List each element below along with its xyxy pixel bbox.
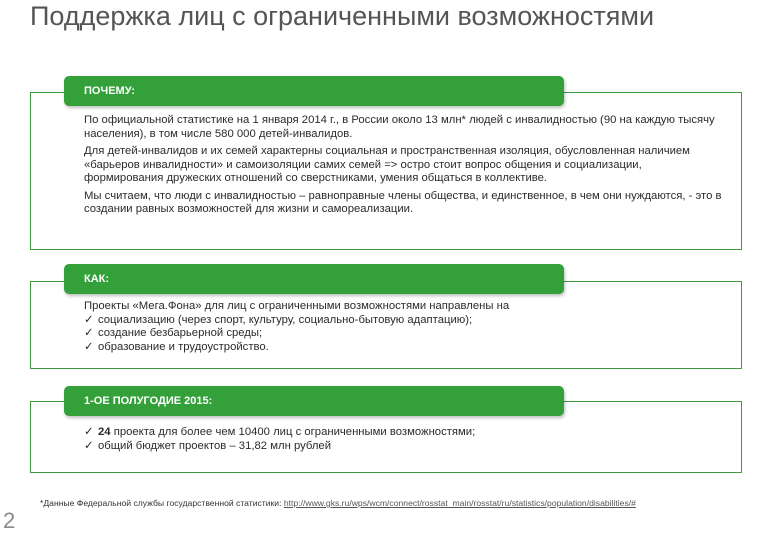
section-half-year-label: 1-ОЕ ПОЛУГОДИЕ 2015: <box>64 386 564 416</box>
intro-text: Проекты «Мега.Фона» для лиц с ограниченными возможностями направлены на <box>84 300 510 312</box>
list-item <box>84 426 724 440</box>
section-why-body <box>84 114 724 221</box>
list-item <box>84 341 724 355</box>
paragraph: Мы считаем, что люди с инвалидностью – равноправные члены общества, и единственное, в чем они нуждаются, - это в создании равных возможностей для жизни и самореализации. <box>84 189 722 215</box>
paragraph: Для детей-инвалидов и их семей характерны социальная и пространственная изоляция, обусловленная наличием «барьеров инвалидности» и самоизоляции самих семей => остро стоит вопрос общения и социализации, формирования дружеских отношений со сверстниками, умения общаться в коллективе. <box>84 145 690 184</box>
checkmark-icon: ✓ <box>84 426 94 438</box>
section-half-year-body <box>84 426 724 453</box>
footnote <box>40 498 775 508</box>
list-item <box>84 327 724 341</box>
checkmark-icon: ✓ <box>84 340 94 353</box>
checkmark-icon: ✓ <box>84 327 94 339</box>
project-count-rest: проекта для более чем 10400 лиц с ограниченными возможностями; <box>110 426 476 438</box>
section-how-body <box>84 300 724 354</box>
paragraph: По официальной статистике на 1 января 2014 г., в России около 13 млн* людей с инвалидностью (90 на каждую тысячу населения), в том числе 580 000 детей-инвалидов. <box>84 114 715 140</box>
checkmark-icon: ✓ <box>84 439 94 452</box>
list-item-text <box>98 426 475 440</box>
footnote-text: *Данные Федеральной службы государственной статистики: <box>40 498 284 508</box>
list-item-text: социализацию (через спорт, культуру, социально-бытовую адаптацию); <box>98 313 473 326</box>
list-item-text: образование и трудоустройство. <box>98 340 269 353</box>
list-item-text: общий бюджет проектов – 31,82 млн рублей <box>98 439 332 452</box>
section-why-label: ПОЧЕМУ: <box>64 76 564 106</box>
page-title: Поддержка лиц с ограниченными возможностями <box>30 1 655 31</box>
page-number: 2 <box>3 508 16 533</box>
list-item-text: создание безбарьерной среды; <box>98 327 263 339</box>
list-item <box>84 440 724 454</box>
checkmark-icon: ✓ <box>84 313 94 326</box>
footnote-link[interactable]: http://www.gks.ru/wps/wcm/connect/rosstat_main/rosstat/ru/statistics/population/disabilities/# <box>283 498 636 508</box>
list-item <box>84 314 724 328</box>
section-how-label: КАК: <box>64 264 564 294</box>
project-count: 24 <box>98 426 111 438</box>
